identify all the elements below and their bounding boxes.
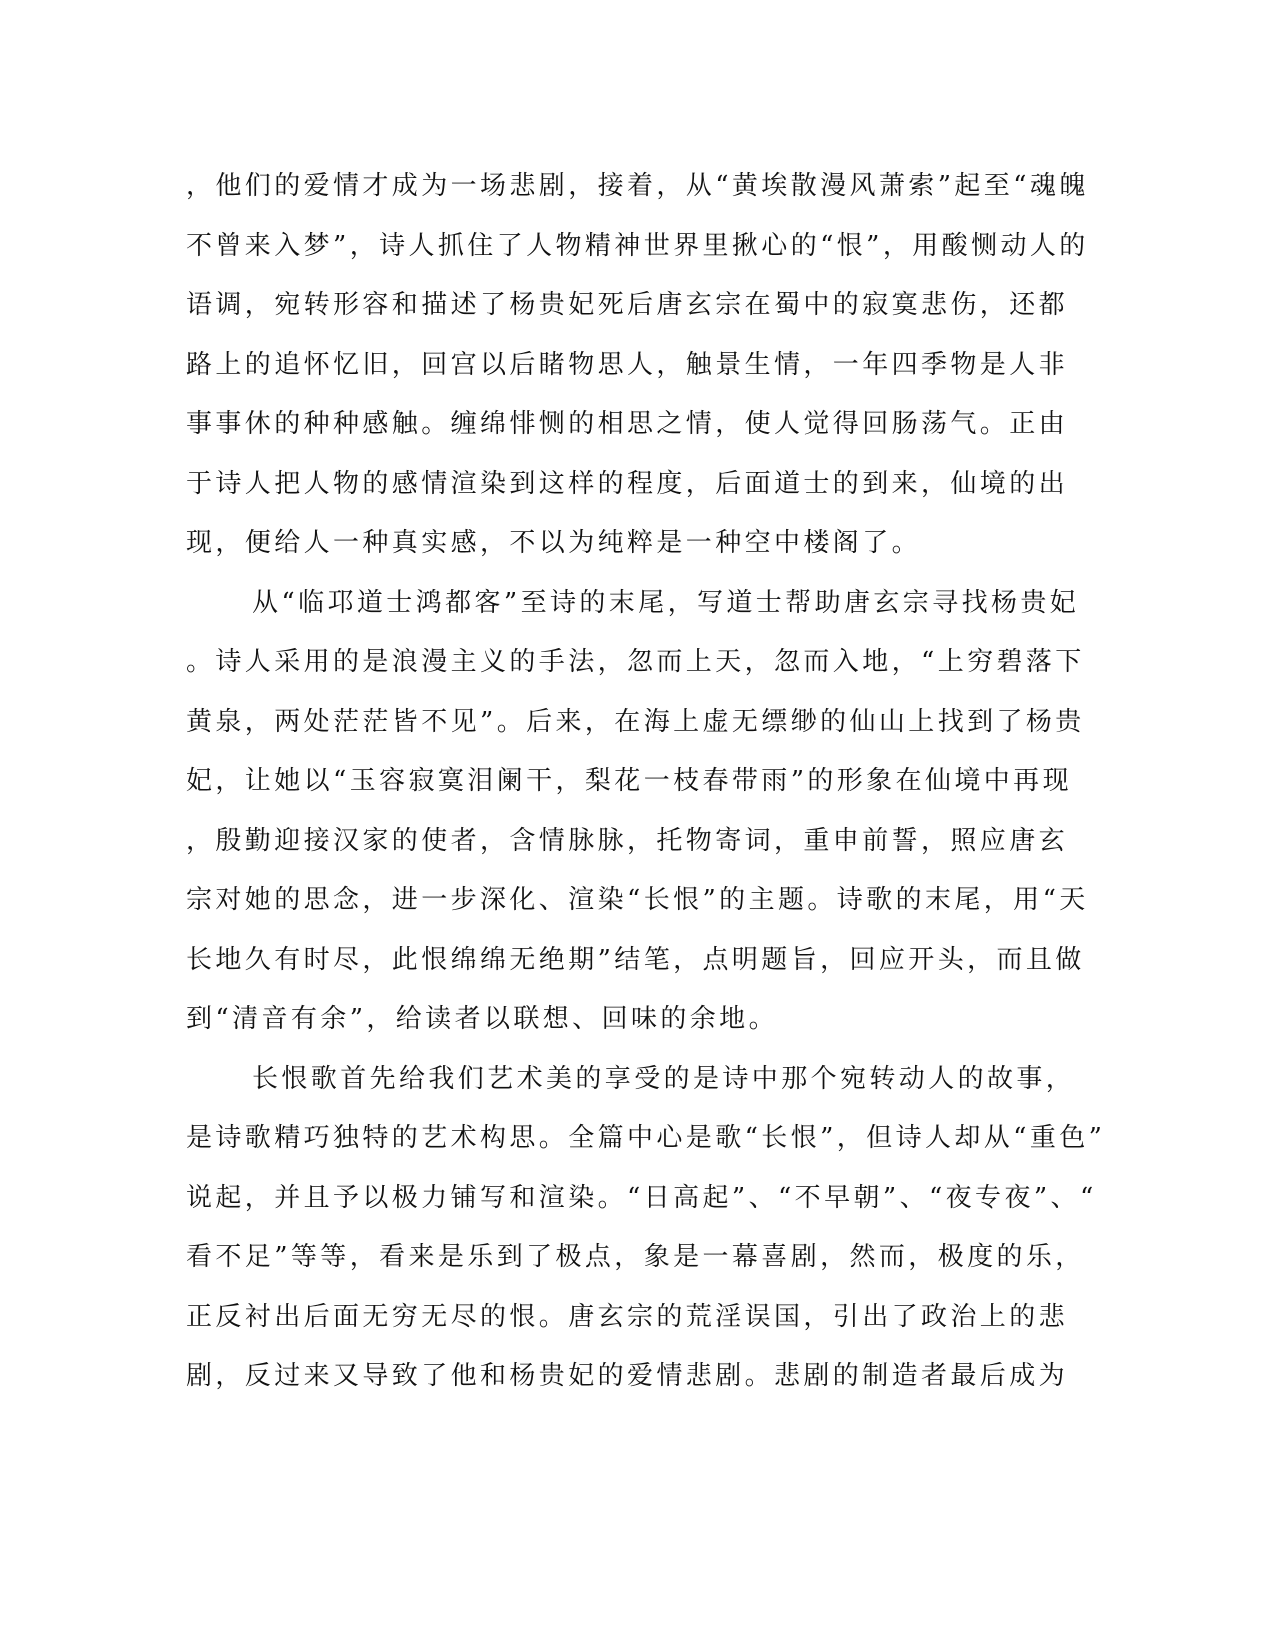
text-line: 于诗人把人物的感情渲染到这样的程度，后面道士的到来，仙境的出 [186, 468, 1069, 499]
text-line: 长地久有时尽，此恨绵绵无绝期”结笔，点明题旨，回应开头，而且做 [186, 944, 1085, 975]
text-line: 正反衬出后面无穷无尽的恨。唐玄宗的荒淫误国，引出了政治上的悲 [186, 1301, 1069, 1332]
paragraph-start-line: 从“临邛道士鸿都客”至诗的末尾，写道士帮助唐玄宗寻找杨贵妃 [252, 587, 1080, 618]
text-line: 不曾来入梦”，诗人抓住了人物精神世界里揪心的“恨”，用酸恻动人的 [186, 230, 1089, 261]
body-text [186, 157, 1106, 1407]
text-line: 黄泉，两处茫茫皆不见”。后来，在海上虚无缥缈的仙山上找到了杨贵 [186, 706, 1085, 737]
text-line: 宗对她的思念，进一步深化、渲染“长恨”的主题。诗歌的末尾，用“天 [186, 885, 1089, 915]
text-line: 事事休的种种感触。缠绵悱恻的相思之情，使人觉得回肠荡气。正由 [186, 409, 1069, 439]
text-line: 说起，并且予以极力铺写和渲染。“日高起”、“不早朝”、“夜专夜”、“ [186, 1182, 1097, 1213]
text-line: 剧，反过来又导致了他和杨贵妃的爱情悲剧。悲剧的制造者最后成为 [186, 1361, 1069, 1391]
text-line: 语调，宛转形容和描述了杨贵妃死后唐玄宗在蜀中的寂寞悲伤，还都 [186, 290, 1069, 320]
paragraph-start-line: 长恨歌首先给我们艺术美的享受的是诗中那个宛转动人的故事， [252, 1063, 1076, 1094]
text-line: 。诗人采用的是浪漫主义的手法，忽而上天，忽而入地，“上穷碧落下 [186, 647, 1085, 677]
text-line: 看不足”等等，看来是乐到了极点，象是一幕喜剧，然而，极度的乐， [186, 1242, 1085, 1272]
text-line: 路上的追怀忆旧，回宫以后睹物思人，触景生情，一年四季物是人非 [186, 349, 1069, 380]
text-line: ，殷勤迎接汉家的使者，含情脉脉，托物寄词，重申前誓，照应唐玄 [186, 825, 1069, 856]
text-line: 妃，让她以“玉容寂寞泪阑干，梨花一枝春带雨”的形象在仙境中再现 [186, 766, 1072, 796]
text-line: ，他们的爱情才成为一场悲剧，接着，从“黄埃散漫风萧索”起至“魂魄 [186, 171, 1089, 201]
text-line: 现，便给人一种真实感，不以为纯粹是一种空中楼阁了。 [186, 528, 922, 558]
text-line: 到“清音有余”，给读者以联想、回味的余地。 [186, 1004, 778, 1034]
text-line: 是诗歌精巧独特的艺术构思。全篇中心是歌“长恨”，但诗人却从“重色” [186, 1123, 1106, 1153]
